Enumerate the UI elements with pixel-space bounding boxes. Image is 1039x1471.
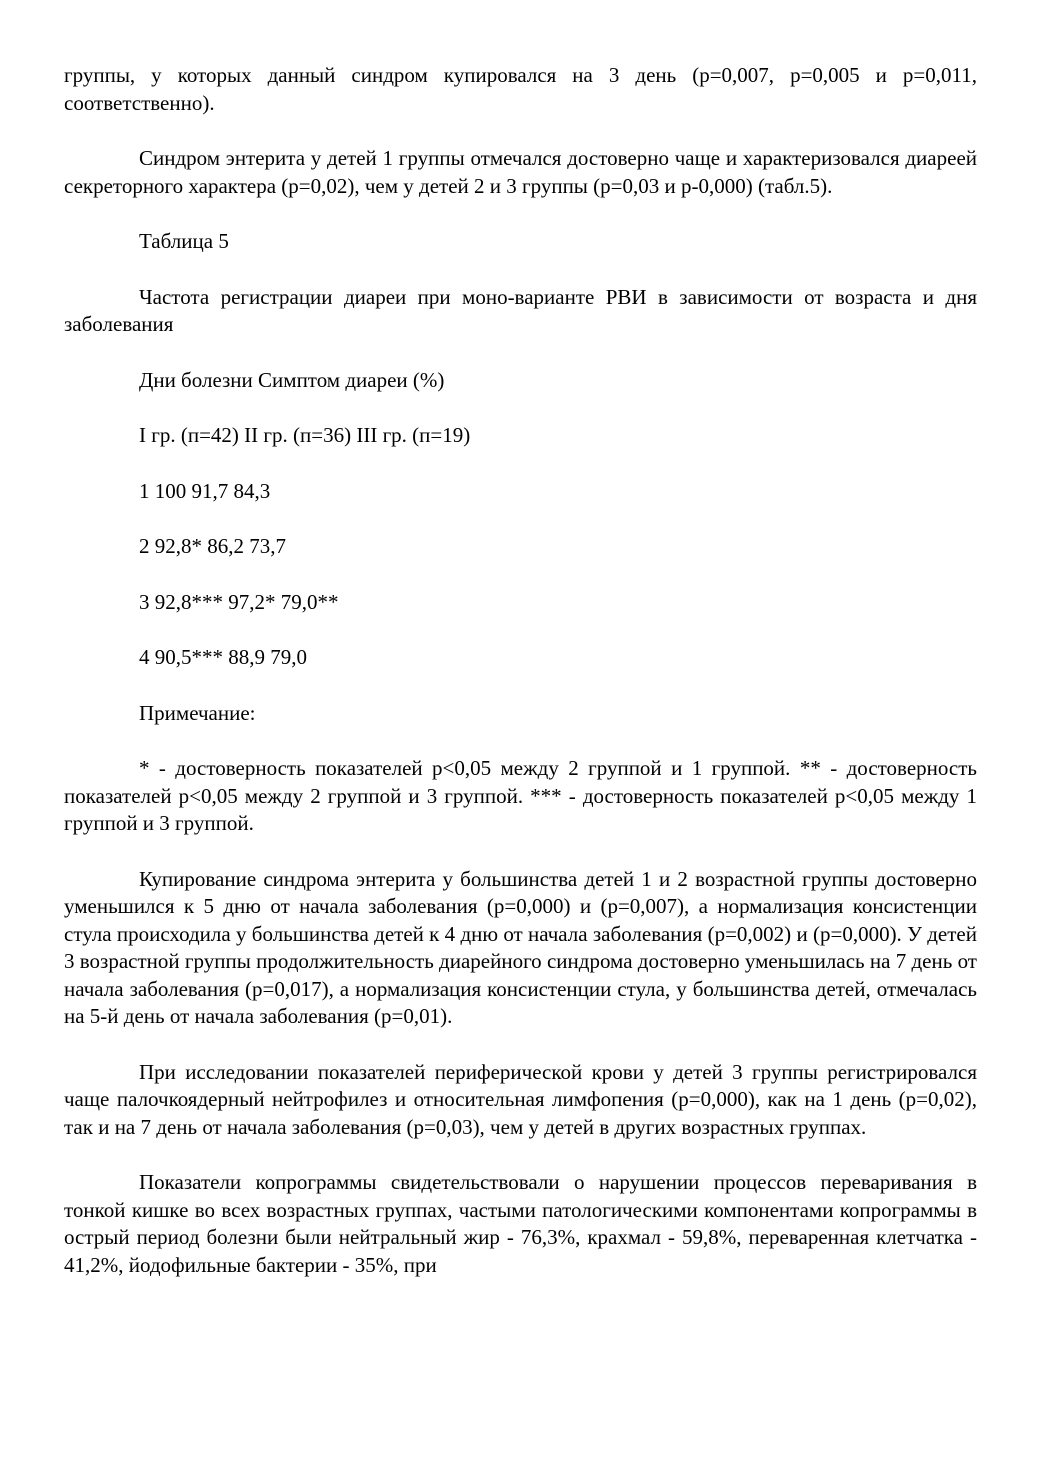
table-header-row: Дни болезни Симптом диареи (%) [139, 367, 445, 392]
document-page [64, 62, 977, 1307]
table-row: 3 92,8*** 97,2* 79,0** [139, 589, 339, 614]
paragraph-coprogram: Показатели копрограммы свидетельствовали о нарушении процессов переваривания в тонкой кишке во всех возрастных группах, частыми патологическими компонентами копрограммы в острый период болезни были нейтральный жир - 76,3%, крахмал - 59,8%, переваренная клетчатка - 41,2%, йодофильные бактерии - 35%, при [64, 1170, 977, 1277]
paragraph-relief: Купирование синдрома энтерита у большинства детей 1 и 2 возрастной группы достоверно уменьшился к 5 дню от начала заболевания (р=0,000) и (р=0,007), а нормализация консистенции стула происходила у большинства детей к 4 дню от начала заболевания (р=0,002) и (р=0,000). У детей 3 возрастной группы продолжительность диарейного синдрома достоверно уменьшилась на 7 день от начала заболевания (р=0,017), а нормализация консистенции стула, у большинства детей, отмечалась на 5-й день от начала заболевания (р=0,01). [64, 866, 977, 1028]
note-label: Примечание: [139, 700, 256, 725]
paragraph-enteritis: Синдром энтерита у детей 1 группы отмечался достоверно чаще и характеризовался диареей секреторного характера (р=0,02), чем у детей 2 и 3 группы (р=0,03 и р-0,000) (табл.5). [64, 146, 977, 198]
table-row: 1 100 91,7 84,3 [139, 478, 271, 503]
paragraph-continuation: группы, у которых данный синдром купировался на 3 день (р=0,007, р=0,005 и р=0,011, соответственно). [64, 63, 977, 115]
table-row: 2 92,8* 86,2 73,7 [139, 534, 286, 558]
table-groups-row: I гр. (п=42) II гр. (п=36) III гр. (п=19) [139, 423, 471, 447]
paragraph-blood: При исследовании показателей периферической крови у детей 3 группы регистрировался чаще палочкоядерный нейтрофилез и относительная лимфопения (р=0,000), как на 1 день (р=0,02), так и на 7 день от начала заболевания (р=0,03), чем у детей в других возрастных группах. [64, 1059, 977, 1139]
table-row: 4 90,5*** 88,9 79,0 [139, 645, 307, 669]
table-title: Частота регистрации диареи при моно-варианте РВИ в зависимости от возраста и дня заболевания [64, 284, 977, 336]
table-label: Таблица 5 [139, 229, 229, 253]
note-text: * - достоверность показателей р<0,05 между 2 группой и 1 группой. ** - достоверность показателей р<0,05 между 2 группой и 3 группой. *** - достоверность показателей р<0,05 между 1 группой и 3 группой. [64, 756, 977, 835]
